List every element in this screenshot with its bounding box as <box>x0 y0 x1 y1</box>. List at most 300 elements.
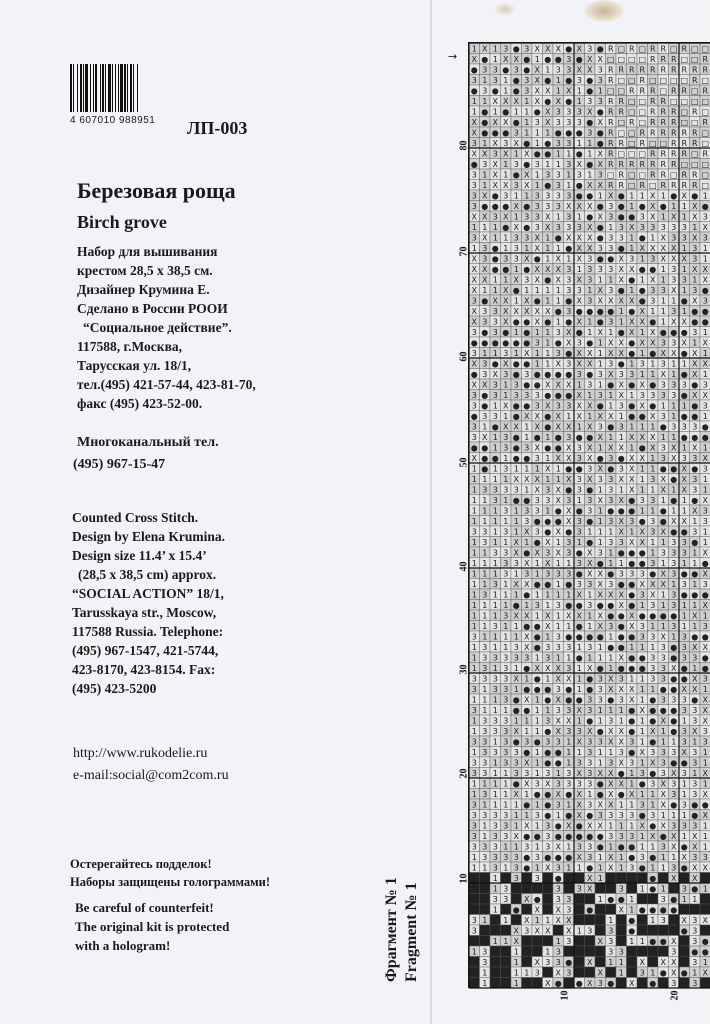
stitch-symbol: X <box>702 790 708 799</box>
stitch-symbol: 1 <box>639 832 645 841</box>
stitch-symbol: X <box>639 454 645 463</box>
stitch-symbol: X <box>576 359 582 369</box>
stitch-symbol: ● <box>470 65 478 75</box>
stitch-symbol: 1 <box>629 643 635 652</box>
stitch-symbol: ● <box>544 695 552 705</box>
stitch-symbol: □ <box>606 55 615 64</box>
stitch-symbol: R <box>691 181 698 190</box>
stitch-symbol: ● <box>565 832 573 841</box>
stitch-symbol: 3 <box>692 485 698 495</box>
stitch-symbol: 3 <box>692 937 698 946</box>
stitch-symbol: 3 <box>650 674 656 684</box>
stitch-symbol: 1 <box>545 286 551 295</box>
stitch-symbol: 1 <box>534 842 540 852</box>
stitch-symbol: ● <box>596 107 604 117</box>
stitch-symbol: 1 <box>492 527 498 537</box>
stitch-symbol: □ <box>638 118 647 127</box>
stitch-symbol: X <box>545 223 551 232</box>
stitch-symbol: X <box>650 580 656 589</box>
stitch-symbol: □ <box>690 160 699 169</box>
stitch-symbol: ● <box>670 706 678 715</box>
stitch-symbol: 1 <box>482 97 488 106</box>
stitch-symbol: 1 <box>692 548 698 558</box>
stitch-symbol: ● <box>617 286 625 295</box>
stitch-symbol: ● <box>617 790 625 799</box>
stitch-symbol: 3 <box>524 443 530 453</box>
stitch-symbol: ● <box>628 580 636 589</box>
stitch-symbol: X <box>566 517 572 526</box>
stitch-symbol: 3 <box>482 748 488 757</box>
stitch-symbol: 3 <box>471 758 477 768</box>
stitch-symbol: 3 <box>492 580 498 589</box>
stitch-symbol: R <box>649 107 656 117</box>
stitch-symbol: R <box>618 97 625 106</box>
stitch-symbol: X <box>471 118 477 127</box>
stitch-symbol: 3 <box>576 527 582 537</box>
stitch-symbol: ● <box>565 391 573 400</box>
stitch-symbol: 1 <box>492 107 498 117</box>
stitch-symbol: 1 <box>681 622 687 631</box>
stitch-symbol: X <box>660 475 666 484</box>
row-number: 70 <box>458 246 470 257</box>
stitch-symbol: X <box>660 632 666 642</box>
stitch-symbol: ● <box>628 380 636 390</box>
stitch-symbol: 3 <box>576 884 582 894</box>
stitch-cell <box>522 883 533 894</box>
stitch-symbol: R <box>660 107 667 117</box>
stitch-symbol: ● <box>649 716 657 726</box>
stitch-symbol: 1 <box>660 401 666 411</box>
stitch-symbol: ● <box>544 97 552 106</box>
stitch-symbol: ● <box>596 632 604 642</box>
stitch-cell <box>700 978 710 989</box>
stitch-symbol: X <box>618 380 624 390</box>
stitch-symbol: R <box>702 65 709 75</box>
stitch-symbol: 1 <box>576 674 582 684</box>
stitch-symbol: ● <box>586 674 594 684</box>
stitch-symbol: 3 <box>482 307 488 316</box>
stitch-symbol: X <box>576 611 582 621</box>
stitch-symbol: ● <box>575 832 583 841</box>
stitch-symbol: 1 <box>639 716 645 726</box>
stitch-cell <box>648 957 659 968</box>
stitch-symbol: ● <box>638 517 646 526</box>
stitch-symbol: 3 <box>555 328 561 337</box>
stitch-symbol: 1 <box>482 685 488 694</box>
stitch-symbol: 1 <box>587 790 593 799</box>
stitch-symbol: 3 <box>692 779 698 789</box>
stitch-symbol: ● <box>680 328 688 337</box>
stitch-symbol: X <box>660 370 666 379</box>
stitch-symbol: ● <box>617 212 625 222</box>
stitch-symbol: X <box>576 244 582 253</box>
stitch-symbol: ● <box>554 433 562 442</box>
stitch-cell <box>490 957 501 968</box>
stitch-symbol: 1 <box>503 632 509 642</box>
stitch-symbol: 1 <box>482 706 488 715</box>
stitch-symbol: 1 <box>681 443 687 453</box>
stitch-symbol: X <box>471 317 477 327</box>
stitch-symbol: 1 <box>482 569 488 579</box>
stitch-symbol: X <box>471 275 477 285</box>
stitch-symbol: 3 <box>566 265 572 274</box>
stitch-symbol: 3 <box>471 926 477 936</box>
stitch-symbol: R <box>670 128 677 138</box>
stitch-symbol: X <box>650 412 656 421</box>
stitch-symbol: 1 <box>587 328 593 337</box>
stitch-symbol: X <box>524 181 530 190</box>
stitch-symbol: ● <box>691 632 699 642</box>
stitch-symbol: □ <box>617 149 626 159</box>
stitch-symbol: X <box>639 338 645 348</box>
stitch-symbol: 3 <box>618 674 624 684</box>
stitch-symbol: 3 <box>650 748 656 757</box>
stitch-symbol: 1 <box>513 716 519 726</box>
stitch-symbol: 1 <box>555 86 561 96</box>
stitch-symbol: ● <box>701 937 709 946</box>
stitch-symbol: 3 <box>660 548 666 558</box>
stitch-symbol: 1 <box>702 779 708 789</box>
stitch-symbol: R <box>660 97 667 106</box>
stitch-symbol: ● <box>659 706 667 715</box>
stitch-symbol: X <box>534 422 540 432</box>
stitch-symbol: ● <box>533 685 541 694</box>
stitch-symbol: 3 <box>482 790 488 799</box>
stitch-symbol: 1 <box>471 538 477 547</box>
stitch-symbol: ● <box>544 748 552 757</box>
stitch-symbol: ● <box>523 706 531 715</box>
stitch-cell <box>658 925 669 936</box>
stitch-symbol: 3 <box>692 758 698 768</box>
stitch-symbol: 1 <box>503 170 509 180</box>
stitch-symbol: 1 <box>639 485 645 495</box>
stitch-symbol: X <box>587 233 593 243</box>
stitch-symbol: 3 <box>492 853 498 862</box>
stitch-symbol: R <box>660 44 667 54</box>
stitch-symbol: X <box>576 391 582 400</box>
stitch-symbol: 3 <box>471 800 477 810</box>
stitch-symbol: 3 <box>471 191 477 201</box>
stitch-symbol: □ <box>701 76 710 85</box>
stitch-symbol: 1 <box>576 380 582 390</box>
stitch-symbol: ● <box>680 349 688 358</box>
stitch-symbol: 1 <box>587 590 593 600</box>
stitch-symbol: 1 <box>534 181 540 190</box>
stitch-symbol: 3 <box>555 401 561 411</box>
email-link[interactable]: e-mail:social@com2com.ru <box>73 768 229 783</box>
stitch-symbol: 3 <box>503 44 509 54</box>
stitch-symbol: X <box>692 202 698 211</box>
stitch-symbol: X <box>555 968 561 978</box>
stitch-symbol: ● <box>512 286 520 295</box>
stitch-symbol: X <box>597 55 603 64</box>
stitch-symbol: ● <box>659 328 667 337</box>
stitch-symbol: □ <box>617 128 626 138</box>
stitch-symbol: 1 <box>629 422 635 432</box>
stitch-symbol: 3 <box>513 559 519 568</box>
stitch-symbol: 1 <box>513 107 519 117</box>
stitch-symbol: 3 <box>555 800 561 810</box>
stitch-symbol: ● <box>523 317 531 327</box>
stitch-symbol: ● <box>617 580 625 589</box>
stitch-cell <box>606 873 617 884</box>
stitch-symbol: 3 <box>681 632 687 642</box>
stitch-symbol: 1 <box>702 958 708 967</box>
stitch-symbol: 3 <box>660 286 666 295</box>
stitch-symbol: ● <box>575 149 583 159</box>
stitch-cell <box>637 978 648 989</box>
stitch-symbol: 1 <box>597 349 603 358</box>
stitch-symbol: 1 <box>492 55 498 64</box>
stitch-symbol: 3 <box>587 842 593 852</box>
stitch-symbol: 3 <box>471 769 477 778</box>
stitch-cell <box>574 967 585 978</box>
stitch-symbol: 1 <box>555 244 561 253</box>
info-line: тел.(495) 421-57-44, 423-81-70, <box>77 377 256 392</box>
stitch-symbol: X <box>639 433 645 442</box>
stitch-symbol: ● <box>533 622 541 631</box>
stitch-symbol: □ <box>617 86 626 96</box>
stitch-symbol: 3 <box>503 254 509 264</box>
barcode <box>70 64 168 126</box>
stitch-symbol: 3 <box>482 590 488 600</box>
stitch-cell <box>669 915 680 926</box>
stitch-symbol: 1 <box>566 590 572 600</box>
stitch-symbol: 3 <box>524 737 530 747</box>
stitch-symbol: 1 <box>671 811 677 820</box>
stitch-symbol: 3 <box>503 527 509 537</box>
stitch-symbol: 1 <box>534 800 540 810</box>
stitch-symbol: 1 <box>555 76 561 85</box>
stitch-symbol: ● <box>481 401 489 411</box>
stitch-symbol: 1 <box>566 254 572 264</box>
stitch-symbol: 3 <box>597 979 603 988</box>
stitch-symbol: 3 <box>629 569 635 579</box>
stitch-symbol: 1 <box>534 758 540 768</box>
stitch-symbol: X <box>608 737 614 747</box>
stitch-symbol: 3 <box>492 895 498 904</box>
stitch-symbol: ● <box>575 181 583 190</box>
stitch-symbol: X <box>639 706 645 715</box>
stitch-symbol: 1 <box>524 286 530 295</box>
stitch-symbol: 1 <box>513 685 519 694</box>
stitch-symbol: X <box>534 958 540 967</box>
stitch-symbol: 1 <box>597 538 603 547</box>
stitch-symbol: 3 <box>482 947 488 957</box>
stitch-symbol: 1 <box>702 685 708 694</box>
stitch-symbol: ● <box>670 643 678 652</box>
stitch-symbol: X <box>492 118 498 127</box>
warning-line: The original kit is protected <box>75 919 230 934</box>
stitch-symbol: 3 <box>576 485 582 495</box>
stitch-symbol: 3 <box>671 779 677 789</box>
stitch-symbol: X <box>471 212 477 222</box>
stitch-symbol: ● <box>628 559 636 568</box>
stitch-symbol: X <box>639 380 645 390</box>
stitch-symbol: X <box>629 296 635 306</box>
stitch-symbol: X <box>660 821 666 831</box>
stitch-cell <box>658 873 669 884</box>
stitch-symbol: ● <box>691 695 699 705</box>
stitch-symbol: 1 <box>471 643 477 652</box>
stitch-symbol: 3 <box>692 958 698 967</box>
stitch-symbol: X <box>692 391 698 400</box>
stitch-symbol: 1 <box>492 758 498 768</box>
stitch-symbol: 3 <box>471 685 477 694</box>
stitch-symbol: 3 <box>650 664 656 673</box>
stitch-symbol: 3 <box>692 286 698 295</box>
stitch-symbol: 1 <box>534 611 540 621</box>
stitch-symbol: X <box>576 349 582 358</box>
stitch-symbol: 1 <box>524 485 530 495</box>
stitch-symbol: X <box>618 527 624 537</box>
stitch-symbol: X <box>681 685 687 694</box>
stitch-symbol: 3 <box>576 758 582 768</box>
stitch-symbol: 1 <box>671 202 677 211</box>
stitch-symbol: 3 <box>576 779 582 789</box>
stitch-cell <box>480 873 491 884</box>
stitch-symbol: 3 <box>555 643 561 652</box>
stitch-symbol: 3 <box>492 811 498 820</box>
stitch-symbol: X <box>702 338 708 348</box>
stitch-symbol: ● <box>502 107 510 117</box>
stitch-symbol: R <box>618 170 625 180</box>
stitch-symbol: 3 <box>597 97 603 106</box>
website-link[interactable]: http://www.rukodelie.ru <box>73 746 208 761</box>
stitch-symbol: □ <box>627 128 636 138</box>
stitch-symbol: 3 <box>545 769 551 778</box>
stitch-symbol: 3 <box>503 832 509 841</box>
stitch-cell <box>490 967 501 978</box>
stitch-symbol: ● <box>638 233 646 243</box>
stitch-symbol: 1 <box>534 569 540 579</box>
stitch-symbol: X <box>692 874 698 883</box>
stitch-symbol: 1 <box>471 107 477 117</box>
stitch-cell <box>532 946 543 957</box>
stitch-symbol: 3 <box>639 622 645 631</box>
stitch-symbol: 1 <box>492 611 498 621</box>
stitch-symbol: 1 <box>492 601 498 610</box>
stitch-symbol: ● <box>575 979 583 988</box>
stitch-symbol: 1 <box>524 674 530 684</box>
stitch-symbol: 1 <box>492 349 498 358</box>
stitch-cell <box>648 894 659 905</box>
stitch-symbol: 3 <box>482 527 488 537</box>
stitch-symbol: ● <box>691 191 699 201</box>
stitch-symbol: 1 <box>503 937 509 946</box>
stitch-symbol: 1 <box>503 916 509 925</box>
stitch-symbol: 3 <box>545 496 551 505</box>
stitch-symbol: 1 <box>492 632 498 642</box>
stitch-symbol: ● <box>701 307 709 316</box>
stitch-symbol: 1 <box>513 569 519 579</box>
stitch-symbol: 1 <box>513 842 519 852</box>
stitch-symbol: X <box>587 349 593 358</box>
stitch-symbol: 1 <box>597 706 603 715</box>
stitch-symbol: 3 <box>587 695 593 705</box>
stitch-symbol: X <box>618 275 624 285</box>
stitch-symbol: 3 <box>566 55 572 64</box>
stitch-symbol: ● <box>512 401 520 411</box>
stitch-symbol: □ <box>627 181 636 190</box>
stitch-symbol: 1 <box>629 937 635 946</box>
stitch-symbol: 1 <box>524 107 530 117</box>
stitch-symbol: 1 <box>513 958 519 967</box>
stitch-symbol: 3 <box>671 863 677 873</box>
stitch-symbol: 3 <box>587 779 593 789</box>
stitch-symbol: 3 <box>639 968 645 978</box>
stitch-cell <box>501 904 512 915</box>
stitch-symbol: 1 <box>702 832 708 841</box>
stitch-symbol: ● <box>586 160 594 169</box>
stitch-symbol: 3 <box>534 191 540 201</box>
stitch-symbol: X <box>692 674 698 684</box>
stitch-symbol: 1 <box>639 349 645 358</box>
stitch-symbol: R <box>639 139 646 148</box>
stitch-symbol: X <box>692 863 698 873</box>
stitch-symbol: 1 <box>566 559 572 568</box>
stitch-symbol: X <box>608 443 614 453</box>
stitch-symbol: 1 <box>482 76 488 85</box>
stitch-symbol: 3 <box>482 853 488 862</box>
stitch-symbol: 3 <box>597 76 603 85</box>
stitch-symbol: 1 <box>629 191 635 201</box>
stitch-symbol: 3 <box>660 674 666 684</box>
stitch-symbol: 1 <box>513 527 519 537</box>
stitch-symbol: 1 <box>471 496 477 505</box>
stitch-symbol: 3 <box>671 569 677 579</box>
stitch-symbol: ● <box>586 338 594 348</box>
stitch-symbol: 3 <box>524 653 530 663</box>
info-line: 117588 Russia. Telephone: <box>72 624 224 639</box>
stitch-symbol: ● <box>649 695 657 705</box>
stitch-symbol: □ <box>627 97 636 106</box>
stitch-symbol: 1 <box>702 611 708 621</box>
stitch-symbol: □ <box>701 97 710 106</box>
stitch-symbol: ● <box>544 527 552 537</box>
stitch-symbol: ● <box>586 118 594 127</box>
stitch-symbol: 1 <box>503 842 509 852</box>
stitch-symbol: ● <box>491 454 499 463</box>
stitch-symbol: ● <box>649 611 657 621</box>
stitch-symbol: ● <box>565 349 573 358</box>
stitch-symbol: ● <box>544 317 552 327</box>
stitch-symbol: ● <box>523 265 531 274</box>
stitch-cell <box>501 925 512 936</box>
stitch-symbol: ● <box>701 947 709 957</box>
stitch-symbol: 1 <box>503 790 509 799</box>
stitch-symbol: X <box>587 569 593 579</box>
stitch-symbol: ● <box>565 485 573 495</box>
stitch-symbol: X <box>513 422 519 432</box>
stitch-symbol: □ <box>617 118 626 127</box>
stitch-symbol: ● <box>607 254 615 264</box>
stitch-symbol: 3 <box>650 653 656 663</box>
stitch-cell <box>553 925 564 936</box>
stitch-symbol: 1 <box>639 422 645 432</box>
stitch-symbol: X <box>681 517 687 526</box>
stitch-symbol: X <box>555 664 561 673</box>
stitch-symbol: X <box>545 538 551 547</box>
stitch-symbol: X <box>482 44 488 54</box>
stitch-symbol: X <box>702 716 708 726</box>
stitch-symbol: 1 <box>671 412 677 421</box>
stitch-symbol: 1 <box>608 391 614 400</box>
stitch-symbol: 1 <box>692 580 698 589</box>
stitch-cell <box>511 915 522 926</box>
stitch-symbol: ● <box>554 55 562 64</box>
stitch-symbol: R <box>681 44 688 54</box>
